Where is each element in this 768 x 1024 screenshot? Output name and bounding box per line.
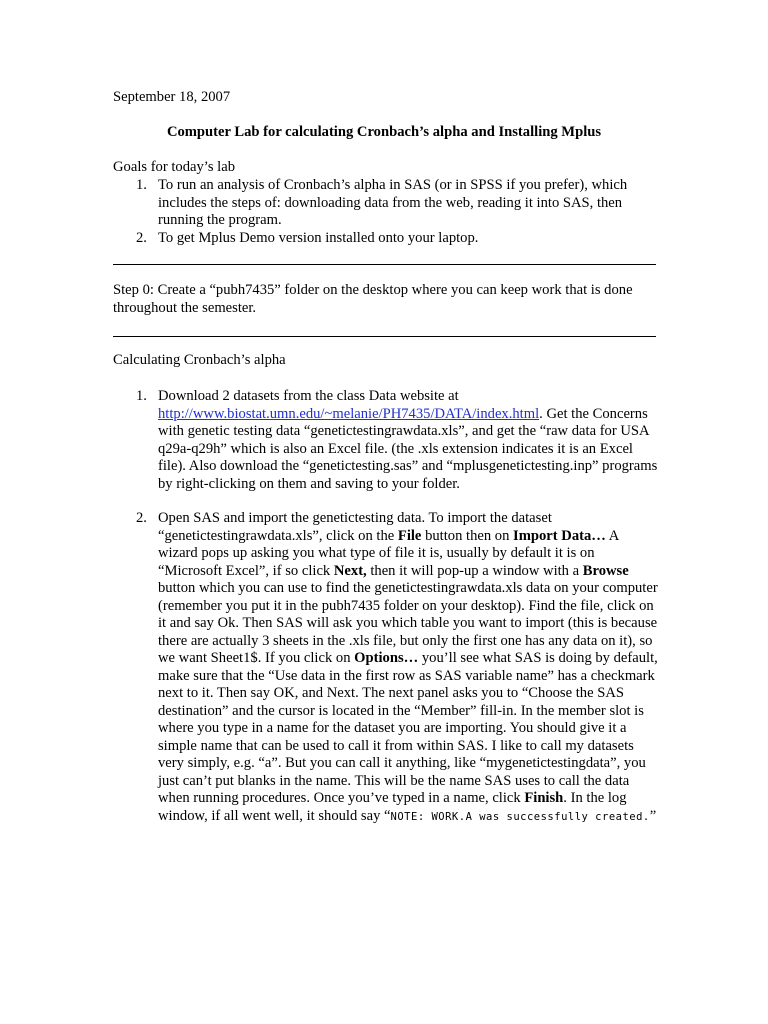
step-text: button then on	[421, 527, 514, 544]
step-text: Download 2 datasets from the class Data website at	[158, 388, 459, 404]
emphasis-text: File	[397, 527, 422, 544]
step-number: 2.	[136, 510, 147, 526]
goal-item	[113, 230, 658, 248]
step-text: A wizard pops up asking you what type of file it is, usually by default it is on “Microsoft Excel”, if so click	[158, 527, 619, 579]
step-item	[113, 510, 658, 826]
step-text: button which you can use to find the genetictestingrawdata.xls data on your computer (remember you put it in the pubh7435 folder on your desktop). Find the file, click on it and say Ok. Then SAS will ask you which table you want to import (this is because there are actually 3 sheets in the .xls file, but only the first one has any data on it), so we want Sheet1$. If you click on	[158, 580, 658, 666]
goal-item	[113, 177, 658, 230]
emphasis-text: Browse	[582, 562, 629, 579]
step-0-paragraph: Step 0: Create a “pubh7435” folder on the desktop where you can keep work that is done throughout the semester.	[113, 282, 633, 316]
goal-text: To run an analysis of Cronbach’s alpha in SAS (or in SPSS if you prefer), which includes the steps of: downloading data from the web, reading it into SAS, then running the program.	[158, 177, 628, 228]
step-text: ”	[649, 807, 657, 824]
horizontal-rule	[113, 264, 656, 265]
document-title: Computer Lab for calculating Cronbach’s alpha and Installing Mplus	[166, 124, 602, 140]
step-text: you’ll see what SAS is doing by default, make sure that the “Use data in the first row as SAS variable name” has a checkmark next to it. Then say OK, and Next. The next panel asks you to “Choose the SAS destination” and the cursor is located in the “Member” fill-in. In the member slot is where you type in a name for the dataset you are importing. You should give it a simple name that can be used to call it from within SAS. I like to call my datasets very simply, e.g. “a”. But you can call it anything, like “mygenetictestingdata”, you just can’t put blanks in the name. This will be the name SAS uses to call the data when running procedures. Once you’ve typed in a name, click	[158, 650, 658, 806]
section-heading: Calculating Cronbach’s alpha	[113, 352, 286, 368]
log-message: NOTE: WORK.A was successfully created.	[390, 810, 650, 823]
emphasis-text: Finish	[524, 790, 564, 806]
step-item	[113, 388, 658, 493]
step-text: then it will pop-up a window with a	[366, 562, 583, 579]
step-text: Open SAS and import the genetictesting data. To import the dataset “genetictestingrawdata.xls”, click on the	[158, 510, 552, 544]
step-text: . Get the Concerns with genetic testing data “genetictestingrawdata.xls”, and get the “raw data for USA q29a-q29h” which is also an Excel file. (the .xls extension indicates it is an Excel file). Also download the “genetictesting.sas” and “mplusgenetictesting.inp” programs by right-clicking on them and saving to your folder.	[158, 405, 658, 492]
goal-number: 1.	[136, 177, 147, 193]
data-website-link[interactable]: http://www.biostat.umn.edu/~melanie/PH7435/DATA/index.html	[158, 405, 540, 422]
step-number: 1.	[136, 388, 147, 404]
document-date: September 18, 2007	[113, 89, 231, 105]
emphasis-text: Options…	[354, 650, 419, 666]
horizontal-rule	[113, 336, 656, 337]
goals-heading: Goals for today’s lab	[113, 159, 235, 175]
goal-number: 2.	[136, 229, 147, 246]
emphasis-text: Next,	[333, 562, 367, 579]
goals-list	[113, 177, 658, 247]
emphasis-text: Import Data…	[513, 527, 606, 544]
goal-text: To get Mplus Demo version installed onto your laptop.	[158, 229, 479, 246]
steps-list	[113, 388, 658, 826]
step-text: . In the log window, if all went well, it should say “	[158, 790, 627, 824]
